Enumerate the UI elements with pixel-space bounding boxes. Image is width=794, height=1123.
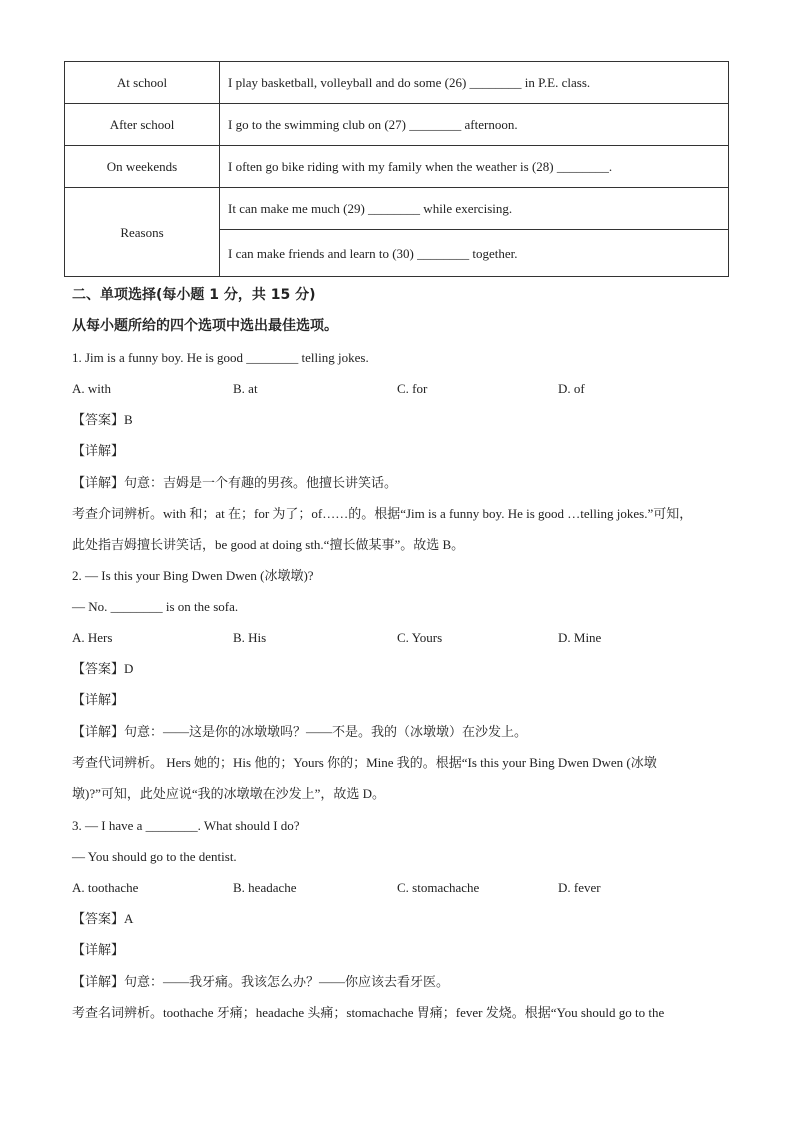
row-text: I play basketball, volleyball and do some (26) ________ in P.E. class. [220,62,729,104]
table-row [65,104,729,146]
q1-detail-line: 此处指吉姆擅长讲笑话，be good at doing sth.“擅长做某事”。故选 B。 [72,537,465,552]
q2-option-c: C. Yours [397,630,443,645]
q3-option-a: A. toothache [72,880,139,895]
cloze-table [64,61,729,277]
row-label: After school [65,104,220,146]
q2-detail-line: 考查代词辨析。 Hers 她的；His 他的；Yours 你的；Mine 我的。根据“Is this your Bing Dwen Dwen (冰墩 [72,755,657,770]
q2-detail-line: 【详解】句意：——这是你的冰墩墩吗？——不是。我的（冰墩墩）在沙发上。 [72,724,528,739]
q1-detail-line: 考查介词辨析。with 和；at 在；for 为了；of……的。根据“Jim is a funny boy. He is good …telling jokes.”可知， [72,506,693,521]
section-title: 二、单项选择(每小题 1 分，共 15 分) [72,287,316,303]
table-row [65,188,729,230]
question-3-stem-line: — You should go to the dentist. [72,849,237,864]
row-label: Reasons [65,188,220,277]
row-text: I go to the swimming club on (27) ________ afternoon. [220,104,729,146]
q3-detail-line: 【详解】句意：——我牙痛。我该怎么办？——你应该去看牙医。 [72,974,450,989]
row-text: It can make me much (29) ________ while exercising. [220,188,729,230]
q1-answer: 【答案】B [72,412,133,427]
q1-option-b: B. at [233,381,258,396]
q2-detail-line: 墩)?”可知，此处应说“我的冰墩墩在沙发上”，故选 D。 [72,786,386,801]
question-2-stem: 2. — Is this your Bing Dwen Dwen (冰墩墩)? [72,568,314,583]
q2-answer: 【答案】D [72,661,134,676]
q1-option-a: A. with [72,381,111,396]
row-label: On weekends [65,146,220,188]
row-text: I can make friends and learn to (30) ________ together. [220,230,729,277]
q3-option-d: D. fever [558,880,601,895]
q2-detail-heading: 【详解】 [72,692,125,707]
table-row [65,146,729,188]
q3-detail-heading: 【详解】 [72,942,125,957]
q2-option-b: B. His [233,630,267,645]
q1-option-d: D. of [558,381,585,396]
q1-option-c: C. for [397,381,428,396]
q3-answer: 【答案】A [72,911,134,926]
section-instruction: 从每小题所给的四个选项中选出最佳选项。 [72,318,338,334]
q2-option-d: D. Mine [558,630,602,645]
q2-option-a: A. Hers [72,630,113,645]
q1-detail-heading: 【详解】 [72,443,125,458]
row-label: At school [65,62,220,104]
question-3-stem: 3. — I have a ________. What should I do? [72,818,300,833]
row-text: I often go bike riding with my family when the weather is (28) ________. [220,146,729,188]
q1-detail-line: 【详解】句意：吉姆是一个有趣的男孩。他擅长讲笑话。 [72,475,398,490]
q3-detail-line: 考查名词辨析。toothache 牙痛；headache 头痛；stomachache 胃痛；fever 发烧。根据“You should go to the [72,1005,665,1020]
q3-option-c: C. stomachache [397,880,480,895]
q3-option-b: B. headache [233,880,297,895]
question-2-stem-line: — No. ________ is on the sofa. [72,599,239,614]
question-1-stem: 1. Jim is a funny boy. He is good ________ telling jokes. [72,350,369,365]
table-row [65,62,729,104]
